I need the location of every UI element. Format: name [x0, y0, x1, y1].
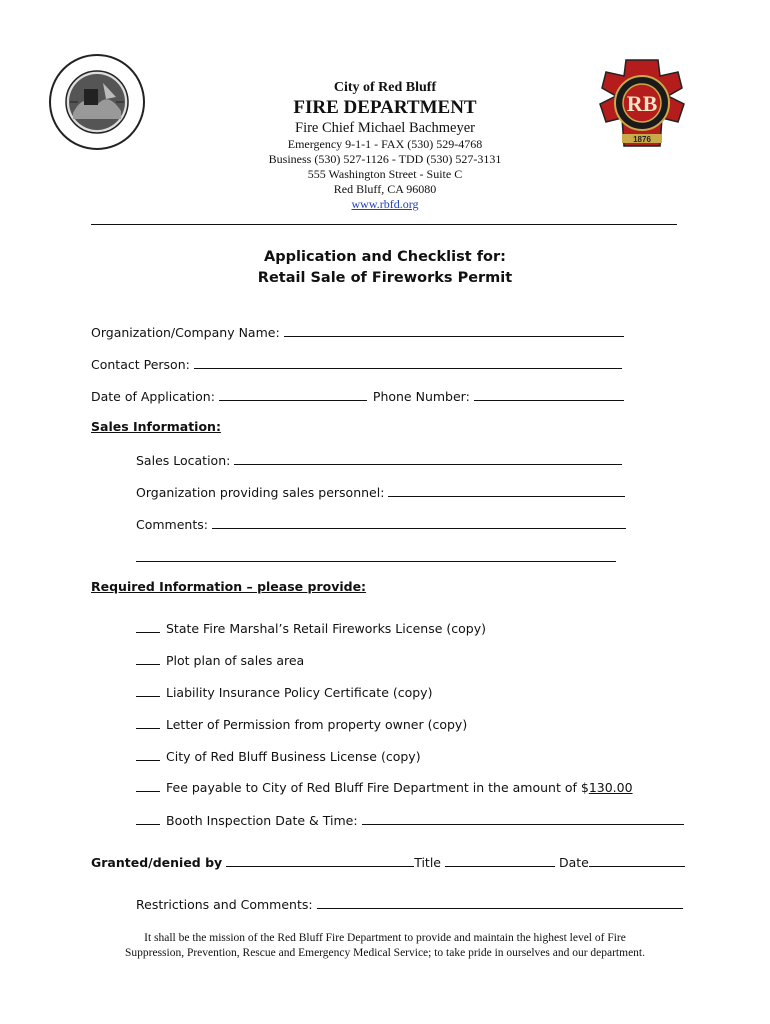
required-item-label: Liability Insurance Policy Certificate (copy)	[166, 685, 433, 700]
required-item	[136, 748, 421, 764]
sales-personnel-label: Organization providing sales personnel:	[136, 485, 385, 500]
phone-input[interactable]	[474, 387, 624, 401]
required-item	[136, 684, 432, 700]
date-application-label: Date of Application:	[91, 389, 215, 404]
form-title-line1: Application and Checklist for:	[264, 249, 506, 265]
header-website-wrap	[0, 197, 770, 212]
required-item-fee	[136, 779, 633, 795]
required-item-label: State Fire Marshal’s Retail Fireworks License (copy)	[166, 621, 486, 636]
date-application-input[interactable]	[219, 387, 367, 401]
org-name-input[interactable]	[284, 323, 624, 337]
restrictions-row	[136, 895, 683, 912]
sales-location-input[interactable]	[234, 451, 622, 465]
date-label: Date	[558, 855, 589, 870]
required-heading: Required Information – please provide:	[91, 579, 367, 594]
date-input[interactable]	[589, 853, 685, 867]
title-input[interactable]	[445, 853, 555, 867]
header-divider	[91, 224, 677, 225]
sales-personnel-row	[136, 483, 625, 500]
required-item-label: Letter of Permission from property owner (copy)	[166, 717, 468, 732]
sales-location-label: Sales Location:	[136, 453, 231, 468]
title-label: Title	[414, 855, 441, 870]
website-link[interactable]: www.rbfd.org	[351, 197, 419, 211]
fee-label: Fee payable to City of Red Bluff Fire Department in the amount of $	[166, 780, 589, 795]
comments-label: Comments:	[136, 517, 208, 532]
contact-row	[91, 355, 622, 372]
granted-input[interactable]	[226, 853, 414, 867]
required-item-checkbox[interactable]	[136, 748, 160, 761]
header-city: City of Red Bluff	[333, 80, 437, 95]
header-emergency: Emergency 9-1-1 - FAX (530) 529-4768	[287, 137, 483, 151]
phone-label: Phone Number:	[372, 389, 470, 404]
header-city-state: Red Bluff, CA 96080	[333, 182, 437, 196]
comments-input-line2[interactable]	[136, 561, 616, 562]
booth-input[interactable]	[362, 811, 684, 825]
required-item-checkbox[interactable]	[136, 684, 160, 697]
contact-label: Contact Person:	[91, 357, 190, 372]
required-item	[136, 652, 304, 668]
date-phone-row	[91, 387, 624, 404]
required-item-checkbox[interactable]	[136, 652, 160, 665]
required-item-label: Plot plan of sales area	[166, 653, 305, 668]
org-name-label: Organization/Company Name:	[91, 325, 280, 340]
sales-location-row	[136, 451, 622, 468]
header-chief: Fire Chief Michael Bachmeyer	[295, 120, 475, 136]
granted-row	[91, 853, 685, 870]
header-business: Business (530) 527-1126 - TDD (530) 527-3131	[268, 152, 502, 166]
mission-line1: It shall be the mission of the Red Bluff Fire Department to provide and maintain the highest level of Fire	[144, 932, 626, 944]
sales-personnel-input[interactable]	[388, 483, 625, 497]
restrictions-input[interactable]	[317, 895, 683, 909]
header-street: 555 Washington Street - Suite C	[307, 167, 463, 181]
badge-year: 1876	[633, 135, 651, 144]
booth-label: Booth Inspection Date & Time:	[166, 813, 358, 828]
required-item-checkbox[interactable]	[136, 779, 160, 792]
header-department: FIRE DEPARTMENT	[293, 97, 477, 118]
required-item-booth	[136, 811, 684, 828]
required-item-checkbox[interactable]	[136, 620, 160, 633]
restrictions-label: Restrictions and Comments:	[136, 897, 313, 912]
granted-label: Granted/denied by	[91, 855, 223, 870]
required-item-checkbox[interactable]	[136, 812, 160, 825]
required-item-label: City of Red Bluff Business License (copy)	[166, 749, 421, 764]
org-name-row	[91, 323, 624, 340]
comments-row	[136, 515, 626, 532]
fee-amount: 130.00	[588, 780, 633, 795]
sales-heading: Sales Information:	[91, 419, 221, 434]
mission-line2: Suppression, Prevention, Rescue and Emergency Medical Service; to take pride in ourselves and our department.	[124, 947, 645, 959]
required-item-checkbox[interactable]	[136, 716, 160, 729]
required-item	[136, 620, 486, 636]
required-item	[136, 716, 467, 732]
badge-letters: RB	[626, 91, 658, 116]
contact-input[interactable]	[194, 355, 622, 369]
comments-input[interactable]	[212, 515, 626, 529]
form-title-line2: Retail Sale of Fireworks Permit	[257, 270, 513, 286]
